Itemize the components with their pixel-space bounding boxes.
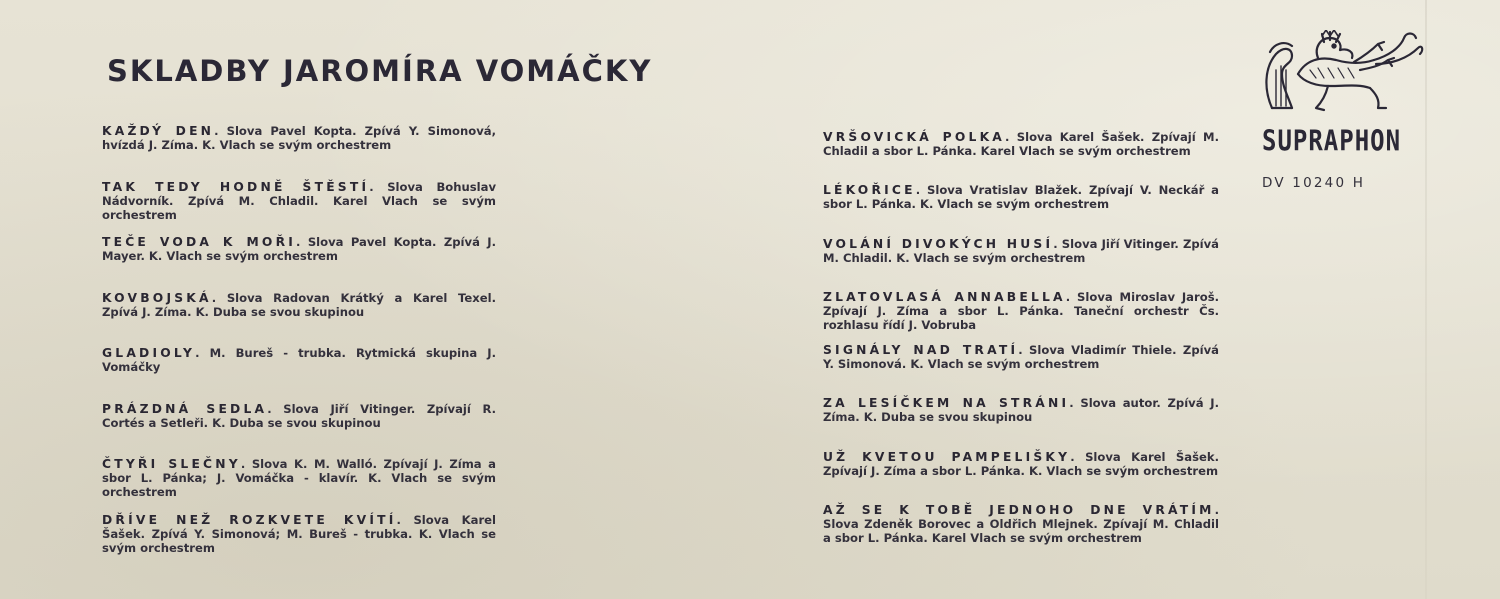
track-entry [823,503,1219,556]
song-credits: . Slova Zdeněk Borovec a Oldřich Mlejnek. Zpívají M. Chladil a sbor L. Pánka. Karel Vlach se svým orchestrem [823,503,1219,546]
track-entry [102,346,496,402]
track-entry [102,235,496,291]
track-entry [102,402,496,458]
song-title: TAK TEDY HODNĚ ŠTĚSTÍ [102,179,370,194]
track-entry [823,343,1219,396]
song-credits: . Slova Vratislav Blažek. Zpívají V. Neckář a sbor L. Pánka. K. Vlach se svým orchestrem [823,183,1219,212]
song-credits: . Slova Karel Šašek. Zpívají M. Chladil a sbor L. Pánka. Karel Vlach se svým orchestrem [823,130,1219,158]
track-entry [102,513,496,569]
song-title: TEČE VODA K MOŘI [102,235,297,249]
song-title: ZLATOVLASÁ ANNABELLA [823,289,1066,304]
song-credits: . Slova Pavel Kopta. Zpívá J. Mayer. K. Vlach se svým orchestrem [102,235,496,263]
song-title: LÉKOŘICE [823,183,916,198]
song-title: DŘÍVE NEŽ ROZKVETE KVÍTÍ [102,512,397,527]
song-credits: . Slova Karel Šašek. Zpívají J. Zíma a sbor L. Pánka. K. Vlach se svým orchestrem [823,449,1219,478]
song-credits: . M. Bureš - trubka. Rytmická skupina J. Vomáčky [102,346,496,374]
lion-lyre-icon [1258,30,1426,114]
track-list-right [823,130,1219,556]
song-title: PRÁZDNÁ SEDLA [102,401,268,416]
supraphon-logo [1258,30,1430,158]
song-credits: . Slova Karel Šašek. Zpívá Y. Simonová; M. Bureš - trubka. K. Vlach se svým orchestrem [102,512,497,555]
brand-name: SUPRAPHON [1262,124,1402,158]
song-credits: . Slova autor. Zpívá J. Zíma. K. Duba se svou skupinou [823,396,1219,425]
song-credits: . Slova Miroslav Jaroš. Zpívají J. Zíma a sbor L. Pánka. Taneční orchestr Čs. rozhlasu řídí J. Vobruba [823,289,1219,332]
song-title: UŽ KVETOU PAMPELIŠKY [823,449,1071,464]
song-credits: . Slova Bohuslav Nádvorník. Zpívá M. Chladil. Karel Vlach se svým orchestrem [102,179,497,222]
song-credits: . Slova Radovan Krátký a Karel Texel. Zpívá J. Zíma. K. Duba se svou skupinou [102,290,496,319]
track-list-left [102,124,496,568]
song-credits: . Slova Vladimír Thiele. Zpívá Y. Simonová. K. Vlach se svým orchestrem [823,343,1219,372]
song-title: GLADIOLY [102,346,196,360]
song-title: ZA LESÍČKEM NA STRÁNI [823,396,1070,411]
song-title: KAŽDÝ DEN [102,124,215,138]
song-credits: . Slova Jiří Vitinger. Zpívají R. Cortés a Setleři. K. Duba se svou skupinou [102,401,496,430]
track-entry [823,450,1219,503]
song-title: ČTYŘI SLEČNY [102,457,241,471]
track-entry [823,290,1219,343]
track-entry [102,457,496,513]
song-title: SIGNÁLY NAD TRATÍ [823,343,1019,358]
track-entry [102,124,496,180]
song-title: KOVBOJSKÁ [102,290,212,305]
track-entry [823,396,1219,449]
catalog-number: DV 10240 H [1262,175,1366,191]
song-title: VOLÁNÍ DIVOKÝCH HUSÍ [823,236,1054,251]
track-entry [102,291,496,347]
song-credits: . Slova Pavel Kopta. Zpívá Y. Simonová, hvízdá J. Zíma. K. Vlach se svým orchestrem [102,124,496,152]
track-entry [102,180,496,236]
song-title: VRŠOVICKÁ POLKA [823,130,1006,144]
track-entry [823,183,1219,236]
page-title: SKLADBY JAROMÍRA VOMÁČKY [107,54,653,88]
track-entry [823,237,1219,290]
track-entry [823,130,1219,183]
song-credits: . Slova Jiří Vitinger. Zpívá M. Chladil. K. Vlach se svým orchestrem [823,236,1220,265]
song-title: AŽ SE K TOBĚ JEDNOHO DNE VRÁTÍM [823,503,1215,518]
song-credits: . Slova K. M. Walló. Zpívají J. Zíma a sbor L. Pánka; J. Vomáčka - klavír. K. Vlach se svým orchestrem [102,457,497,499]
